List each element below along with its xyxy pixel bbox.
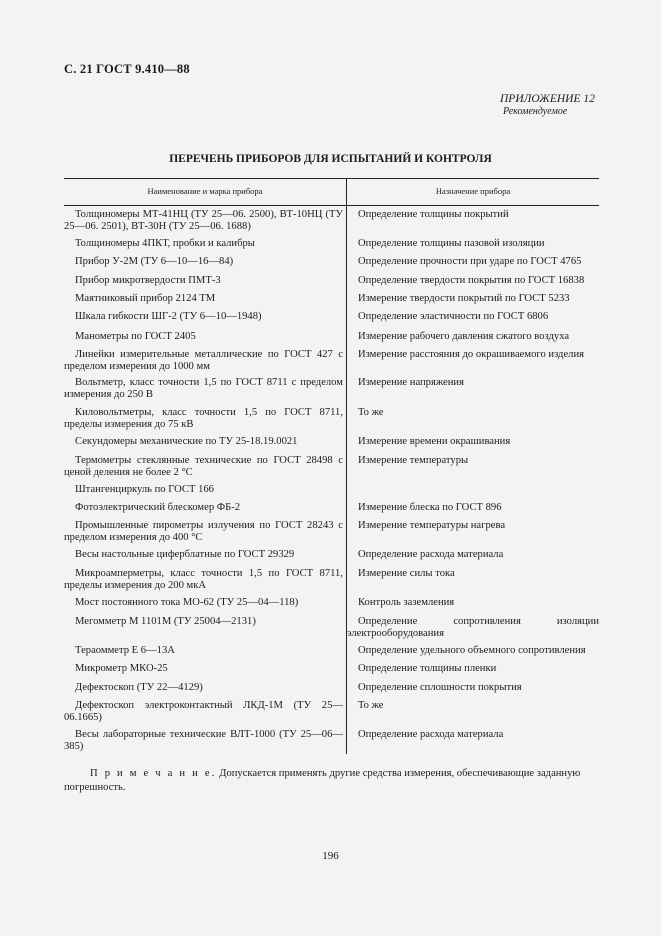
device-cell: Промышленные пирометры излучения по ГОСТ 28243 с пределом измерения до 400 °С bbox=[64, 520, 343, 543]
purpose-cell: То же bbox=[358, 700, 384, 711]
purpose-cell: Измерение блеска по ГОСТ 896 bbox=[358, 502, 502, 513]
table-top-rule bbox=[64, 178, 599, 179]
device-cell: Весы лабораторные технические ВЛТ-1000 (ТУ 25—06—385) bbox=[64, 729, 343, 752]
purpose-cell: Измерение расстояния до окрашиваемого изделия bbox=[358, 349, 584, 360]
device-cell: Секундомеры механические по ТУ 25-18.19.0021 bbox=[75, 436, 298, 447]
note-paragraph bbox=[64, 767, 599, 795]
purpose-cell: Измерение твердости покрытий по ГОСТ 5233 bbox=[358, 293, 570, 304]
purpose-cell: Определение сопротивления изоляции электрооборудования bbox=[347, 616, 599, 639]
appendix-status: Рекомендуемое bbox=[503, 106, 568, 117]
device-cell: Дефектоскоп (ТУ 22—4129) bbox=[75, 682, 203, 693]
document-title: ПЕРЕЧЕНЬ ПРИБОРОВ ДЛЯ ИСПЫТАНИЙ И КОНТРОЛЯ bbox=[169, 153, 492, 165]
purpose-cell: Определение прочности при ударе по ГОСТ 4765 bbox=[358, 256, 582, 267]
purpose-cell: То же bbox=[358, 407, 384, 418]
device-cell: Фотоэлектрический блескомер ФБ-2 bbox=[75, 502, 241, 513]
device-cell: Толщиномеры 4ПКТ, пробки и калибры bbox=[75, 238, 255, 249]
device-cell: Мост постоянного тока МО-62 (ТУ 25—04—118) bbox=[75, 597, 299, 608]
device-cell: Маятниковый прибор 2124 ТМ bbox=[75, 293, 216, 304]
device-cell: Манометры по ГОСТ 2405 bbox=[75, 331, 196, 342]
purpose-cell: Определение удельного объемного сопротивления bbox=[358, 645, 586, 656]
device-cell: Микрометр МКО-25 bbox=[75, 663, 168, 674]
purpose-cell: Определение толщины покрытий bbox=[358, 209, 509, 220]
device-cell: Термометры стеклянные технические по ГОСТ 28498 с ценой деления не более 2 °С bbox=[64, 455, 343, 478]
table-header-rule bbox=[64, 205, 599, 206]
purpose-cell: Определение сплошности покрытия bbox=[358, 682, 522, 693]
device-cell: Киловольтметры, класс точности 1,5 по ГОСТ 8711, пределы измерения до 75 кВ bbox=[64, 407, 343, 430]
page-number: 196 bbox=[322, 850, 339, 862]
appendix-number: ПРИЛОЖЕНИЕ 12 bbox=[500, 93, 595, 105]
device-cell: Прибор У-2М (ТУ 6—10—16—84) bbox=[75, 256, 234, 267]
purpose-cell: Определение эластичности по ГОСТ 6806 bbox=[358, 311, 549, 322]
device-cell: Мегомметр М 1101М (ТУ 25004—2131) bbox=[75, 616, 256, 627]
appendix-block bbox=[500, 93, 610, 117]
column-header-purpose: Назначение прибора bbox=[435, 186, 511, 196]
device-cell: Прибор микротвердости ПМТ-3 bbox=[75, 275, 221, 286]
purpose-cell: Измерение времени окрашивания bbox=[358, 436, 511, 447]
device-cell: Толщиномеры МТ-41НЦ (ТУ 25—06. 2500), ВТ-10НЦ (ТУ 25—06. 2501), ВТ-30Н (ТУ 25—06. 1688) bbox=[64, 209, 343, 232]
purpose-cell: Определение расхода материала bbox=[358, 549, 504, 560]
purpose-cell: Определение расхода материала bbox=[358, 729, 504, 740]
device-cell: Микроамперметры, класс точности 1,5 по ГОСТ 8711, пределы измерения до 200 мкА bbox=[64, 568, 343, 591]
purpose-cell: Контроль заземления bbox=[358, 597, 455, 608]
purpose-cell: Измерение напряжения bbox=[358, 377, 464, 388]
column-header-device: Наименование и марка прибора bbox=[147, 186, 263, 196]
page-reference: С. 21 ГОСТ 9.410—88 bbox=[64, 62, 190, 76]
device-cell: Штангенциркуль по ГОСТ 166 bbox=[75, 484, 214, 495]
device-cell: Вольтметр, класс точности 1,5 по ГОСТ 8711 с пределом измерения до 250 В bbox=[64, 377, 343, 400]
purpose-cell: Измерение силы тока bbox=[358, 568, 455, 579]
device-cell: Тераомметр Е 6—13А bbox=[75, 645, 175, 656]
purpose-cell: Определение твердости покрытия по ГОСТ 16838 bbox=[358, 275, 585, 286]
note-text: Допускается применять другие средства измерения, обеспечивающие заданную погрешность. bbox=[64, 768, 581, 793]
purpose-cell: Определение толщины пленки bbox=[358, 663, 497, 674]
device-cell: Шкала гибкости ШГ-2 (ТУ 6—10—1948) bbox=[75, 311, 262, 322]
purpose-cell: Измерение температуры bbox=[358, 455, 469, 466]
device-cell: Линейки измерительные металлические по ГОСТ 427 с пределом измерения до 1000 мм bbox=[64, 349, 343, 372]
device-cell: Дефектоскоп электроконтактный ЛКД-1М (ТУ 25—06.1665) bbox=[64, 700, 343, 723]
purpose-cell: Измерение рабочего давления сжатого воздуха bbox=[358, 331, 570, 342]
purpose-cell: Измерение температуры нагрева bbox=[358, 520, 506, 531]
purpose-cell: Определение толщины пазовой изоляции bbox=[358, 238, 545, 249]
note-label: П р и м е ч а н и е. bbox=[90, 768, 217, 779]
device-cell: Весы настольные циферблатные по ГОСТ 29329 bbox=[75, 549, 295, 560]
